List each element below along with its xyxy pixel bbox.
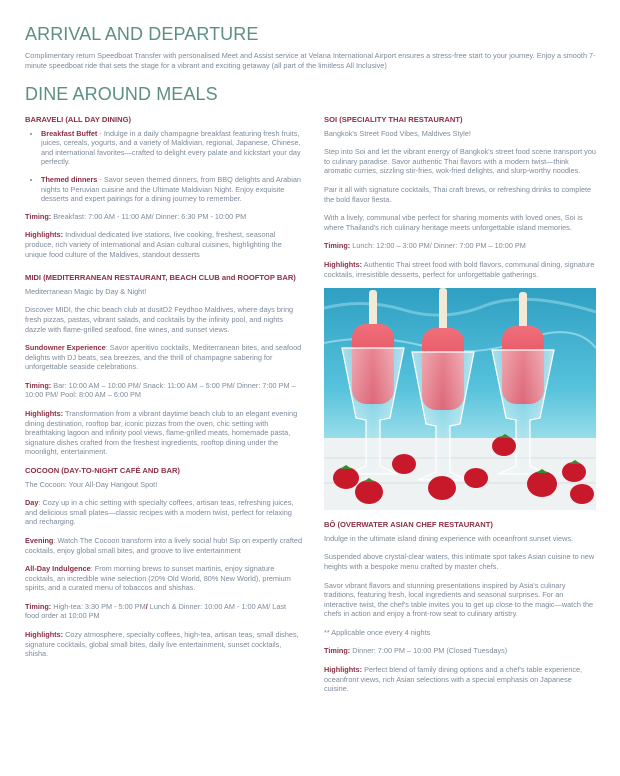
midi-highlights [25, 409, 302, 457]
evening-text: : Watch The Cocoon transform into a lively social hub! Sip on expertly crafted cocktails, enjoy global small bites, and groove to live entertainment [25, 535, 303, 555]
cocoon-title: COCOON (DAY-TO-NIGHT CAFÉ AND BAR) [25, 466, 180, 476]
timing-text: Lunch & Dinner: 10:00 AM - 1:00 AM/ Last food order at 10:00 PM [25, 601, 287, 621]
highlights-label: Highlights: [324, 260, 363, 270]
timing-label: Timing: [25, 380, 52, 390]
timing-label: Timing: [324, 646, 351, 656]
arrival-heading: ARRIVAL AND DEPARTURE [25, 24, 259, 44]
timing-text: High-tea: 3:30 PM - 5:00 PM [51, 601, 146, 611]
popsicles-photo [324, 288, 596, 510]
highlights-text: Transformation from a vibrant daytime beach club to an elegant evening dining destination, rooftop bar, iconic pizzas from the oven, chic setting with breathtaking lagoon and infinity pool views, flame-grilled meats, homemade pasta, signature dishes crafted from the freshest ingredients, rooftop dining under the moonlight, entertainment. [25, 409, 298, 457]
bullet-label: Themed dinners [41, 175, 98, 185]
bo-note: ** Applicable once every 4 nights [324, 627, 431, 637]
baraveli-list [25, 129, 302, 204]
soi-section [324, 115, 596, 279]
day-text: : Cozy up in a chic setting with specialty coffees, artisan teas, refreshing juices, and delicious small plates—classic recipes with a modern twist, perfect for relaxing and recharging. [25, 498, 294, 527]
midi-sundowner [25, 343, 302, 372]
bo-section [324, 520, 596, 694]
bo-paragraph: Indulge in the ultimate island dining experience with oceanfront sunset views. [324, 533, 574, 543]
sundowner-text: : Savor aperitivo cocktails, Mediterranean bites, and seafood delights with DJ beats, sea breezes, and the thrill of champagne sabering for unforgettable seaside celebrations. [25, 343, 302, 372]
soi-tagline: Bangkok's Street Food Vibes, Maldives Style! [324, 128, 471, 138]
midi-timing [25, 381, 302, 400]
soi-title: SOI (SPECIALITY THAI RESTAURANT) [324, 115, 463, 125]
cocoon-evening [25, 536, 302, 555]
left-column [25, 115, 302, 703]
baraveli-highlights [25, 230, 302, 259]
midi-tagline: Mediterranean Magic by Day & Night! [25, 286, 147, 296]
soi-highlights [324, 260, 596, 279]
indulgence-text: : From morning brews to sunset martinis, enjoy signature cocktails, an incredible wine selection (20% Old World, 80% New World), premium spirits, and a curated menu of tobaccos and shishas. [25, 564, 291, 593]
list-item [41, 129, 302, 167]
cocoon-timing [25, 602, 302, 621]
timing-text: Bar: 10:00 AM – 10:00 PM/ Snack: 11:00 AM – 5:00 PM/ Dinner: 7:00 PM – 10:00 PM/ Pool: 8:00 AM – 6:00 PM [25, 380, 296, 400]
cocoon-tagline: The Cocoon: Your All-Day Hangout Spot! [25, 479, 158, 489]
highlights-text: Perfect blend of family dining options and a chef's table experience, oceanfront views, rich Asian selections with a special emphasis on Japanese cuisine. [324, 665, 583, 694]
bo-paragraph: Suspended above crystal-clear waters, this intimate spot takes Asian cuisine to new heights with a bespoke menu crafted by master chefs. [324, 552, 595, 571]
timing-text: Lunch: 12:00 – 3:00 PM/ Dinner: 7:00 PM – 10:00 PM [350, 241, 526, 251]
midi-title: MIDI (MEDITERRANEAN RESTAURANT, BEACH CLUB and ROOFTOP BAR) [25, 273, 296, 283]
cocoon-highlights [25, 630, 302, 659]
arrival-text: Complimentary return Speedboat Transfer with personalised Meet and Assist service at Velana International Airport ensures a stress-free start to your journey. Enjoy a smooth 7-minute speedboat ride that sets the stage for a vibrant and exciting getaway (all part of the limitless All Inclusive) [25, 51, 596, 70]
day-label: Day [25, 498, 39, 508]
baraveli-title: BARAVELI (ALL DAY DINING) [25, 115, 132, 125]
bo-paragraph: Savor vibrant flavors and stunning presentations inspired by Asia's culinary traditions, featuring fresh, local ingredients and seasonal surprises. For an interactive twist, the chef's table invites you to get up close to the magic—watch the chefs in action and enjoy a front-row seat to culinary artistry. [324, 580, 594, 619]
bullet-label: Breakfast Buffet [41, 128, 98, 138]
two-columns [25, 115, 596, 703]
highlights-text: Individual dedicated live stations, live cooking, freshest, seasonal produce, rich variety of international and Asian cultural cuisines, highlighting the unique food culture of the Maldives, standout desserts [25, 230, 282, 259]
baraveli-section [25, 115, 302, 259]
right-column [324, 115, 596, 703]
cocoon-indulgence [25, 564, 302, 593]
soi-paragraph: With a lively, communal vibe perfect for sharing moments with loved ones, Soi is where Thailand's rich culinary heritage meets unforgettable island memories. [324, 213, 583, 232]
highlights-text: Authentic Thai street food with bold flavors, communal dining, signature cocktails, irresistible desserts, perfect for unforgettable gatherings. [324, 260, 595, 279]
soi-timing [324, 241, 596, 251]
timing-separator: / [145, 601, 148, 611]
bo-highlights [324, 665, 596, 694]
highlights-label: Highlights: [25, 630, 64, 640]
indulgence-label: All-Day Indulgence [25, 564, 91, 574]
timing-label: Timing: [25, 211, 52, 221]
timing-text: Breakfast: 7:00 AM - 11:00 AM/ Dinner: 6:30 PM - 10:00 PM [51, 211, 247, 221]
cocoon-section [25, 466, 302, 659]
midi-section [25, 273, 302, 457]
baraveli-timing [25, 212, 302, 222]
soi-paragraph: Step into Soi and let the vibrant energy of Bangkok's street food scene transport you to culinary paradise. Savor authentic Thai flavors with a modern twist—think aromatic curries, sizzling stir-fries, wok-fried delights, and slurp-worthy noodles. [324, 147, 596, 176]
timing-label: Timing: [324, 241, 351, 251]
highlights-label: Highlights: [25, 409, 64, 419]
bullet-text: - Indulge in a daily champagne breakfast featuring fresh fruits, juices, cereals, yogurts, and a variety of Maldivian, regional, Japanese, Chinese, and international favorites—crafted to delight every palate and kickstart your day perfectly. [41, 128, 301, 167]
soi-paragraph: Pair it all with signature cocktails, Thai craft brews, or refreshing drinks to complete the bold flavor fiesta. [324, 185, 592, 204]
highlights-text: Cozy atmosphere, specialty coffees, high-tea, artisan teas, small dishes, signature cocktails, global small bites, daily live entertainment, sunset cocktails, shisha. [25, 630, 299, 659]
cocoon-day [25, 498, 302, 527]
dine-heading: DINE AROUND MEALS [25, 84, 218, 105]
bo-timing [324, 646, 596, 656]
bo-title: BÔ (OVERWATER ASIAN CHEF RESTAURANT) [324, 520, 493, 530]
highlights-label: Highlights: [25, 230, 64, 240]
highlights-label: Highlights: [324, 665, 363, 675]
midi-description: Discover MIDI, the chic beach club at dusitD2 Feydhoo Maldives, where days bring fresh pizzas, pastas, vibrant salads, and cocktails by the infinity pool, and nights dazzle with flame-grilled seafood, fine wines, and sunset views. [25, 305, 294, 334]
sundowner-label: Sundowner Experience [25, 343, 106, 353]
timing-text: Dinner: 7:00 PM – 10:00 PM (Closed Tuesdays) [350, 646, 508, 656]
evening-label: Evening [25, 535, 54, 545]
timing-label: Timing: [25, 601, 52, 611]
bullet-text: - Savor seven themed dinners, from BBQ delights and Arabian nights to Peruvian cuisine and the Ultimate Maldivian Night. Enjoy exquisite desserts and expert pairings for a dining journey to remember. [41, 175, 301, 204]
list-item [41, 175, 302, 204]
